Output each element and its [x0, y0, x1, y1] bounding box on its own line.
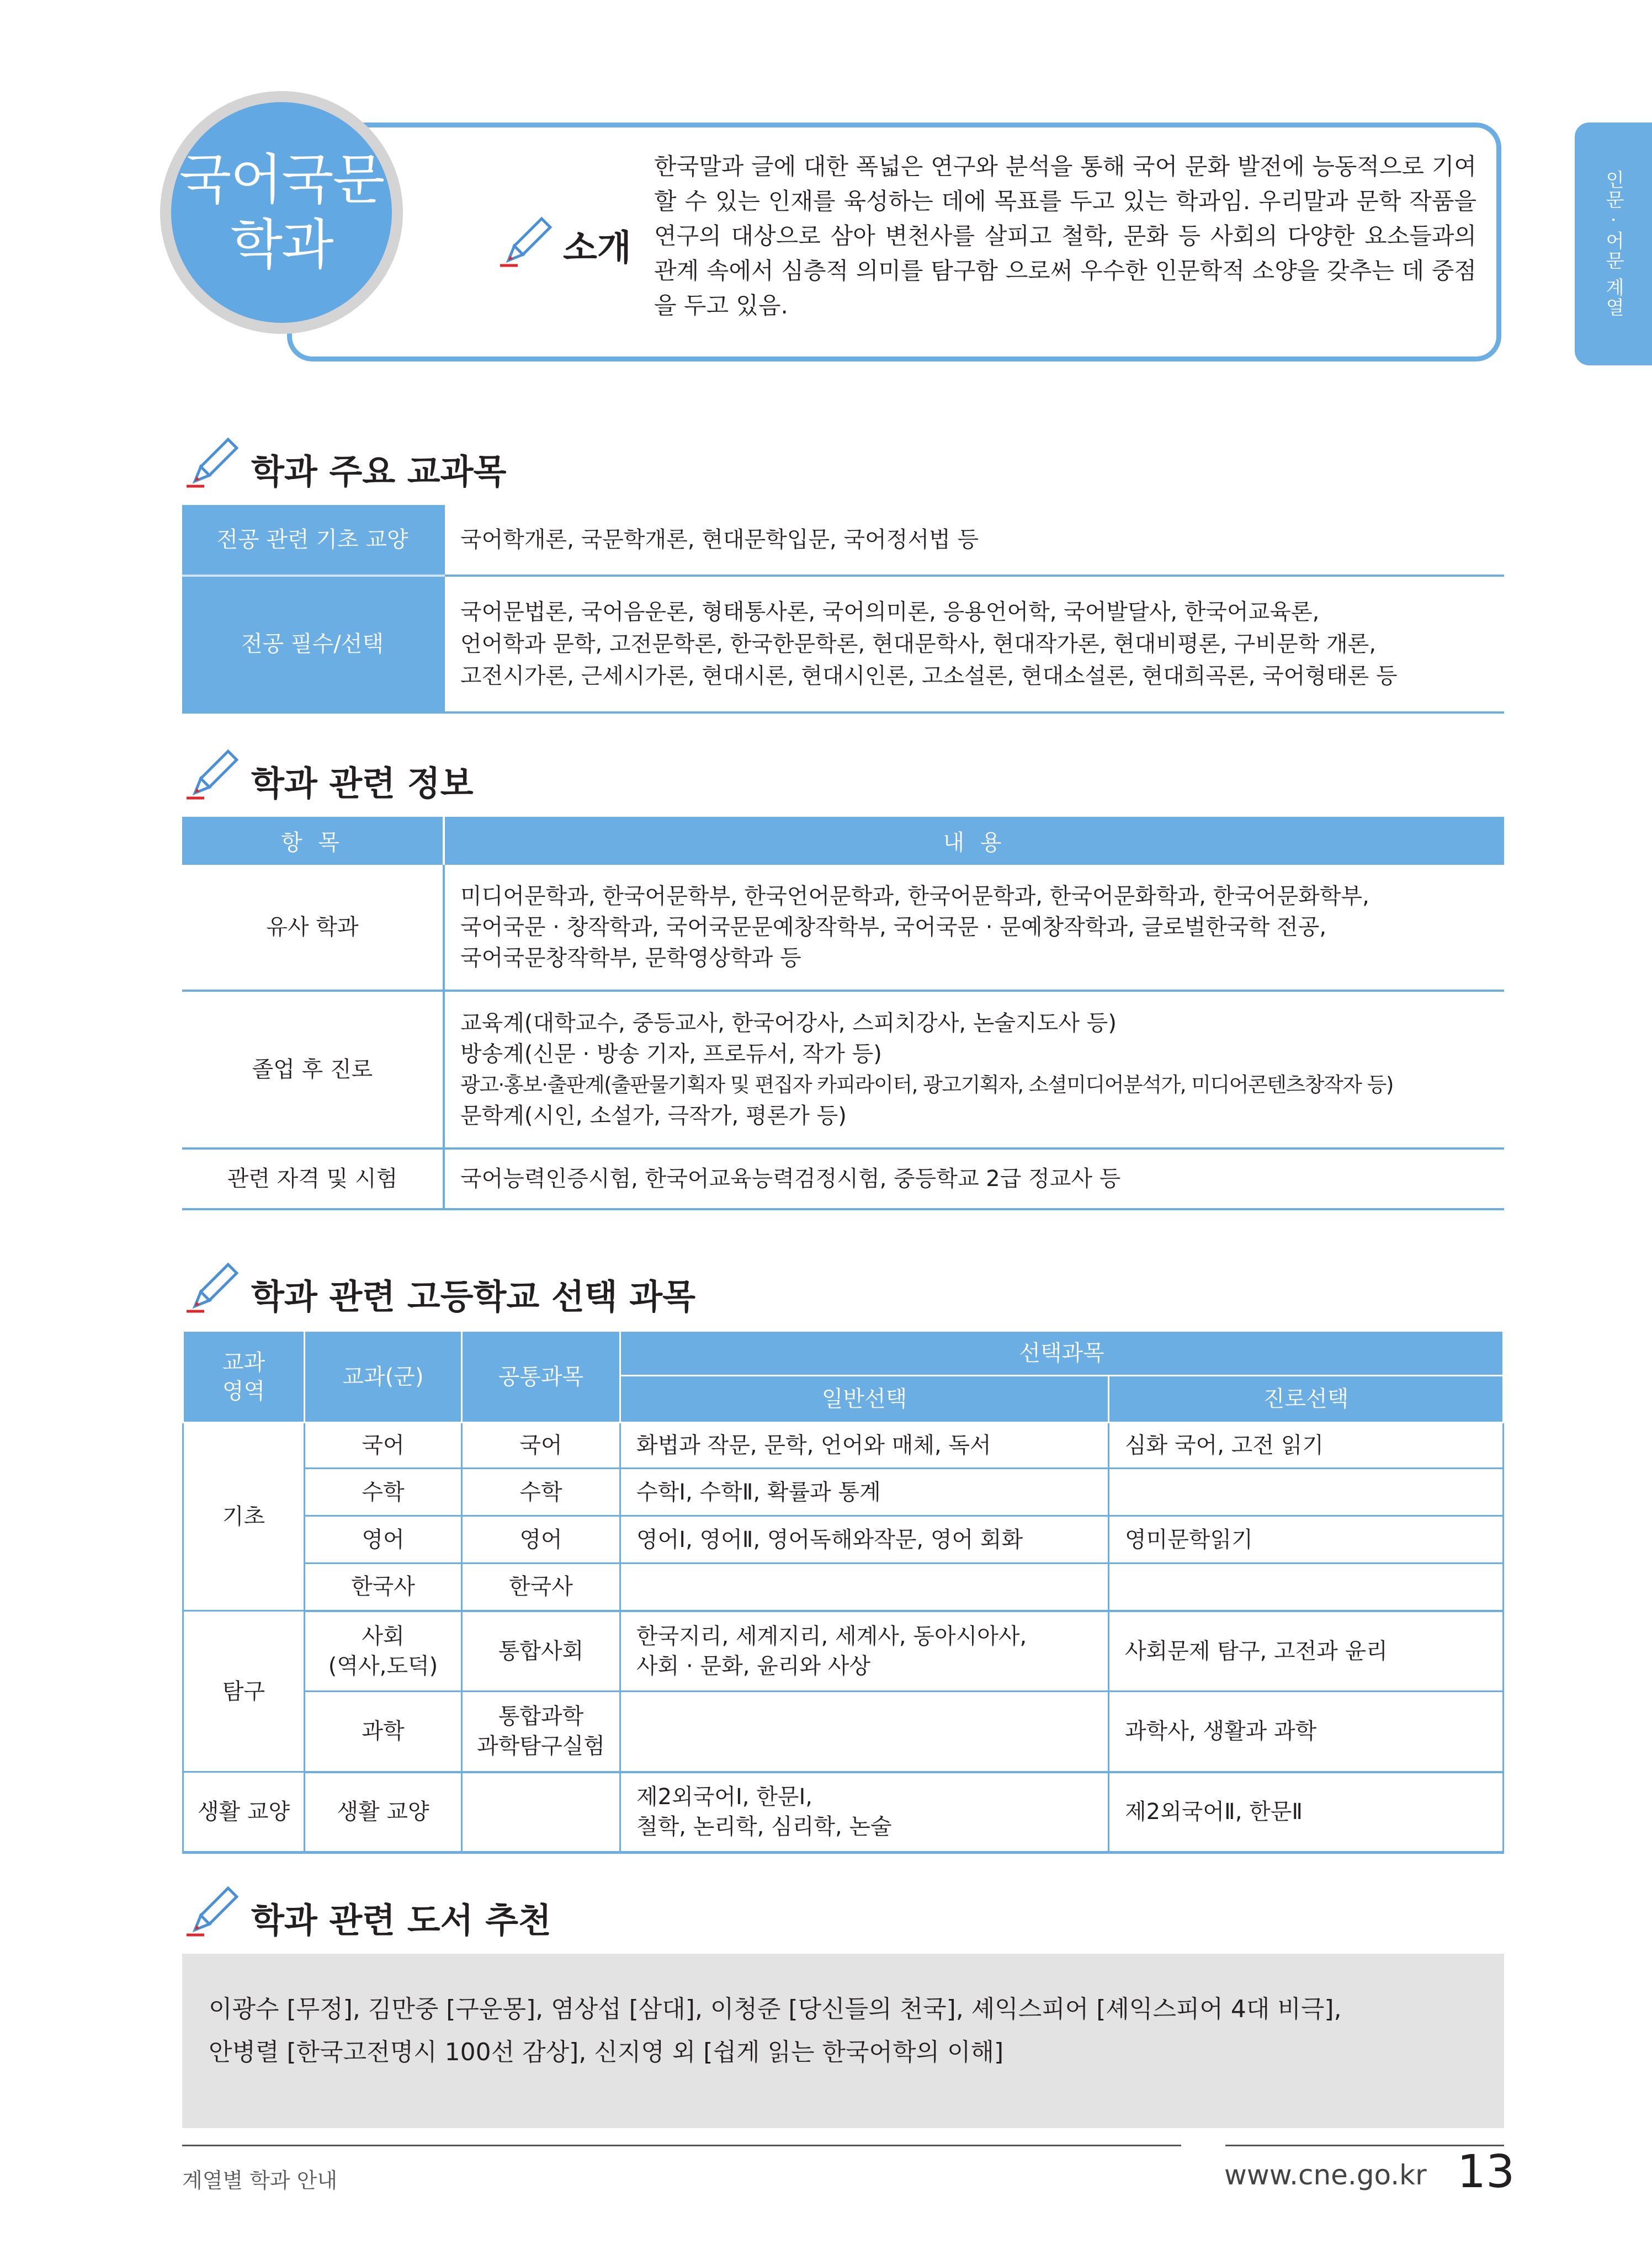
- row-label: 전공 필수/선택: [182, 576, 444, 712]
- group-line: (역사,도덕): [328, 1653, 438, 1679]
- career-cell: 심화 국어, 고전 읽기: [1109, 1423, 1504, 1469]
- row-label: 전공 관련 기초 교양: [182, 505, 444, 576]
- section-title-books: 학과 관련 도서 추천: [251, 1900, 551, 1940]
- group-cell: 수학: [305, 1469, 462, 1516]
- common-cell: 영어: [462, 1516, 620, 1564]
- value-line: 국어문법론, 국어음운론, 형태통사론, 국어의미론, 응용언어학, 국어발달사, 한국어교육론,: [460, 599, 1320, 625]
- pencil-icon: [182, 1882, 243, 1943]
- table-row: [183, 1469, 1504, 1516]
- table-row: [183, 1516, 1504, 1564]
- value-line: 광고·홍보·출판계(출판물기획자 및 편집자 카피라이터, 광고기획자, 소셜미디어분석가, 미디어콘텐츠창작자 등): [460, 1073, 1393, 1097]
- common-cell: 국어: [462, 1423, 620, 1469]
- table-row: [182, 505, 1504, 576]
- area-cell: 탐구: [183, 1611, 305, 1772]
- row-label: 유사 학과: [182, 865, 444, 991]
- group-cell: 국어: [305, 1423, 462, 1469]
- row-label: 관련 자격 및 시험: [182, 1148, 444, 1209]
- section-title-related-info: 학과 관련 정보: [251, 763, 474, 804]
- header-general: 일반선택: [620, 1376, 1109, 1423]
- header-item: 항 목: [182, 817, 444, 865]
- row-value: [444, 576, 1504, 712]
- table-row: [183, 1692, 1504, 1772]
- table-row: [182, 865, 1504, 991]
- header-elective: 선택과목: [620, 1331, 1504, 1376]
- footer-url[interactable]: www.cne.go.kr: [1224, 2159, 1427, 2191]
- pencil-icon: [182, 433, 243, 494]
- department-name-line2: 학과: [230, 214, 333, 276]
- pencil-icon: [182, 1258, 243, 1319]
- main-subjects-table: [182, 505, 1504, 714]
- header-content: 내 용: [444, 817, 1504, 865]
- department-name-line1: 국어국문: [179, 148, 384, 211]
- general-cell: [620, 1611, 1109, 1692]
- common-cell: 통합사회: [462, 1611, 620, 1692]
- footer-title: 계열별 학과 안내: [182, 2168, 338, 2193]
- side-tab: [1575, 123, 1652, 365]
- row-value: [444, 1148, 1504, 1209]
- table-row: [183, 1423, 1504, 1469]
- header-common: 공통과목: [462, 1331, 620, 1423]
- general-cell: 영어Ⅰ, 영어Ⅱ, 영어독해와작문, 영어 회화: [620, 1516, 1109, 1564]
- career-cell: [1109, 1469, 1504, 1516]
- row-value: [444, 865, 1504, 991]
- row-value: [444, 991, 1504, 1148]
- table-row: [182, 991, 1504, 1148]
- footer-divider: [182, 2145, 1181, 2146]
- intro-text: 한국말과 글에 대한 폭넓은 연구와 분석을 통해 국어 문화 발전에 능동적으로 기여할 수 있는 인재를 육성하는 데에 목표를 두고 있는 학과임. 우리말과 문학 작품을 연구의 대상으로 삼아 변천사를 살피고 철학, 문화 등 사회의 다양한 요소들과의 관계 속에서 심층적 의미를 탐구함 으로써 우수한 인문학적 소양을 갖추는 데 중점을 두고 있음.: [654, 153, 1476, 319]
- general-cell: 수학Ⅰ, 수학Ⅱ, 확률과 통계: [620, 1469, 1109, 1516]
- general-cell: [620, 1564, 1109, 1611]
- general-line: 사회 · 문화, 윤리와 사상: [636, 1653, 871, 1679]
- common-cell: [462, 1692, 620, 1772]
- header-area: [183, 1331, 305, 1423]
- book-recommendations: [182, 1954, 1504, 2128]
- area-cell: 생활 교양: [183, 1772, 305, 1853]
- common-line: 과학탐구실험: [477, 1733, 605, 1759]
- value-line: 교육계(대학교수, 중등교사, 한국어강사, 스피치강사, 논술지도사 등): [460, 1011, 1117, 1036]
- value-line: 문학계(시인, 소설가, 극작가, 평론가 등): [460, 1103, 847, 1129]
- table-header-row: [182, 817, 1504, 865]
- row-label: 졸업 후 진로: [182, 991, 444, 1148]
- group-cell: 생활 교양: [305, 1772, 462, 1853]
- table-header-row: [183, 1331, 1504, 1376]
- general-line: 한국지리, 세계지리, 세계사, 동아시아사,: [636, 1623, 1027, 1649]
- general-cell: [620, 1692, 1109, 1772]
- general-cell: 화법과 작문, 문학, 언어와 매체, 독서: [620, 1423, 1109, 1469]
- book-line: 이광수 [무정], 김만중 [구운몽], 염상섭 [삼대], 이청준 [당신들의 천국], 셰익스피어 [셰익스피어 4대 비극],: [209, 1995, 1342, 2023]
- group-line: 사회: [362, 1623, 405, 1649]
- header-group: 교과(군): [305, 1331, 462, 1423]
- table-row: [182, 576, 1504, 712]
- value-line: 국어학개론, 국문학개론, 현대문학입문, 국어정서법 등: [460, 527, 979, 552]
- general-line: 제2외국어Ⅰ, 한문Ⅰ,: [636, 1784, 813, 1810]
- table-row: [183, 1772, 1504, 1853]
- section-title-main-subjects: 학과 주요 교과목: [251, 451, 507, 492]
- group-cell: [305, 1611, 462, 1692]
- hs-subjects-table: [182, 1330, 1504, 1854]
- general-cell: [620, 1772, 1109, 1853]
- value-line: 미디어문학과, 한국어문학부, 한국언어문학과, 한국어문학과, 한국어문화학과, 한국어문화학부,: [460, 884, 1369, 909]
- group-cell: 영어: [305, 1516, 462, 1564]
- section-title-hs-subjects: 학과 관련 고등학교 선택 과목: [251, 1277, 696, 1317]
- group-cell: 한국사: [305, 1564, 462, 1611]
- value-line: 언어학과 문학, 고전문학론, 한국한문학론, 현대문학사, 현대작가론, 현대비평론, 구비문학 개론,: [460, 631, 1377, 657]
- common-cell: 한국사: [462, 1564, 620, 1611]
- career-cell: 영미문학읽기: [1109, 1516, 1504, 1564]
- common-cell: 수학: [462, 1469, 620, 1516]
- related-info-table: [182, 817, 1504, 1210]
- value-line: 국어능력인증시험, 한국어교육능력검정시험, 중등학교 2급 정교사 등: [460, 1166, 1121, 1192]
- intro-label: 소개: [563, 228, 631, 269]
- value-line: 국어국문 · 창작학과, 국어국문문예창작학부, 국어국문 · 문예창작학과, 글로벌한국학 전공,: [460, 914, 1327, 940]
- table-row: [182, 1148, 1504, 1209]
- side-tab-label: 인문 · 어문 계열: [1602, 170, 1624, 318]
- group-cell: 과학: [305, 1692, 462, 1772]
- department-badge: [171, 102, 392, 323]
- header-area-line: 영역: [222, 1378, 265, 1404]
- pencil-icon: [182, 745, 243, 806]
- value-line: 방송계(신문 · 방송 기자, 프로듀서, 작가 등): [460, 1041, 882, 1067]
- career-cell: 과학사, 생활과 과학: [1109, 1692, 1504, 1772]
- row-value: [444, 505, 1504, 576]
- header-area-line: 교과: [222, 1349, 265, 1375]
- career-cell: 사회문제 탐구, 고전과 윤리: [1109, 1611, 1504, 1692]
- header-career: 진로선택: [1109, 1376, 1504, 1423]
- general-line: 철학, 논리학, 심리학, 논술: [636, 1814, 892, 1840]
- table-row: [183, 1564, 1504, 1611]
- value-line: 고전시가론, 근세시가론, 현대시론, 현대시인론, 고소설론, 현대소설론, 현대희곡론, 국어형태론 등: [460, 663, 1398, 689]
- value-line: 국어국문창작학부, 문학영상학과 등: [460, 945, 801, 971]
- career-cell: [1109, 1564, 1504, 1611]
- area-cell: 기초: [183, 1423, 305, 1611]
- common-cell: [462, 1772, 620, 1853]
- pencil-icon: [496, 212, 556, 273]
- page-number: 13: [1457, 2146, 1515, 2198]
- table-row: [183, 1611, 1504, 1692]
- book-line: 안병렬 [한국고전명시 100선 감상], 신지영 외 [쉽게 읽는 한국어학의 이해]: [209, 2038, 1004, 2066]
- common-line: 통합과학: [498, 1704, 584, 1730]
- career-cell: 제2외국어Ⅱ, 한문Ⅱ: [1109, 1772, 1504, 1853]
